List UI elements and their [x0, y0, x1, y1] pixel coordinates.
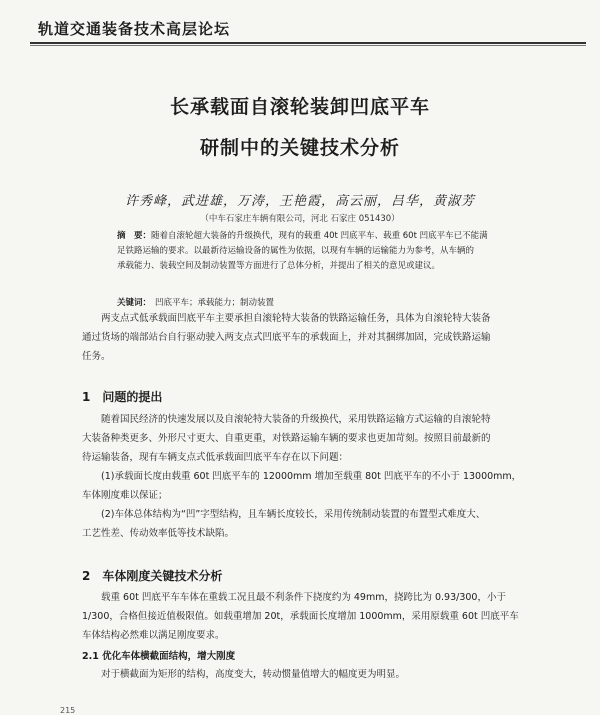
subsection-2-1-body — [82, 665, 550, 684]
intro-line: 任务。 — [82, 351, 111, 362]
section-1-heading: 1 问题的提出 — [82, 390, 163, 404]
abstract-line: 承载能力、装载空间及制动装置等方面进行了总体分析，并提出了相关的意见或建议。 — [117, 261, 441, 271]
section-line: 载重 60t 凹底平车车体在重载工况且最不利条件下挠度约为 49mm，挠跨比为 0.93/300，小于 — [101, 592, 506, 603]
affiliation: （中车石家庄车辆有限公司，河北 石家庄 051430） — [200, 214, 400, 224]
page-number: 215 — [60, 706, 76, 715]
header-rule-thin — [30, 45, 586, 46]
list-item-2: (2)车体总体结构为“凹”字型结构，且车辆长度较长，采用传统制动装置的布置型式难度大、 — [101, 509, 486, 520]
keywords-value: 凹底平车；承载能力；制动装置 — [155, 298, 275, 308]
keywords-label: 关键词： — [117, 298, 152, 308]
list-item-1-cont: 车体刚度难以保证； — [82, 490, 168, 501]
abstract-line: 足铁路运输的要求。以最新待运输设备的属性为依据，以现有车辆的运输能力为参考，从车辆的 — [117, 246, 475, 256]
paper-title-line1: 长承载面自滚轮装卸凹底平车 — [169, 96, 430, 118]
intro-line: 通过货场的端部站台自行驱动驶入两支点式凹底平车的承载面上，并对其捆绑加固，完成铁路运输 — [82, 332, 491, 343]
section-2-body — [82, 588, 550, 645]
intro-line: 两支点式低承载面凹底平车主要承担自滚轮特大装备的铁路运输任务，具体为自滚轮特大装备 — [101, 313, 491, 324]
paper-title-line2: 研制中的关键技术分析 — [199, 137, 400, 159]
abstract-label: 摘 要： — [117, 231, 152, 241]
running-header: 轨道交通装备技术高层论坛 — [38, 20, 231, 38]
authors: 许秀峰，武进雄，万涛，王艳霞，高云丽，吕华，黄淑芳 — [124, 194, 475, 209]
section-2-heading: 2 车体刚度关键技术分析 — [82, 569, 223, 583]
section-line: 1/300，合格但接近值极限值。如载重增加 20t，承载面长度增加 1000mm，采用原载重 60t 凹底平车 — [82, 611, 519, 622]
section-1-body — [82, 410, 550, 543]
section-line: 车体结构必然难以满足刚度要求。 — [82, 630, 225, 641]
keywords — [117, 296, 517, 308]
intro-paragraph — [82, 309, 550, 366]
abstract-line: 随着自滚轮超大装备的升级换代，现有的载重 40t 凹底平车、载重 60t 凹底平车已不能满 — [151, 231, 488, 241]
list-item-1: (1)承载面长度由载重 60t 凹底平车的 12000mm 增加至载重 80t 凹底平车的不小于 13000mm， — [101, 471, 522, 482]
section-line: 待运输装备，现有车辆支点式低承载面凹底平车存在以下问题： — [82, 452, 349, 463]
section-line: 对于横截面为矩形的结构，高度变大，转动惯量值增大的幅度更为明显。 — [101, 669, 406, 680]
abstract — [117, 229, 517, 274]
section-line: 大装备种类更多、外形尺寸更大、自重更重，对铁路运输车辆的要求也更加苛刻。按照目前最新的 — [82, 433, 491, 444]
subsection-2-1-heading: 2.1 优化车体横截面结构，增大刚度 — [82, 651, 236, 662]
section-line: 随着国民经济的快速发展以及自滚轮特大装备的升级换代，采用铁路运输方式运输的自滚轮特 — [101, 414, 491, 425]
header-rule — [30, 42, 586, 44]
list-item-2-cont: 工艺性差、传动效率低等技术缺陷。 — [82, 528, 235, 539]
